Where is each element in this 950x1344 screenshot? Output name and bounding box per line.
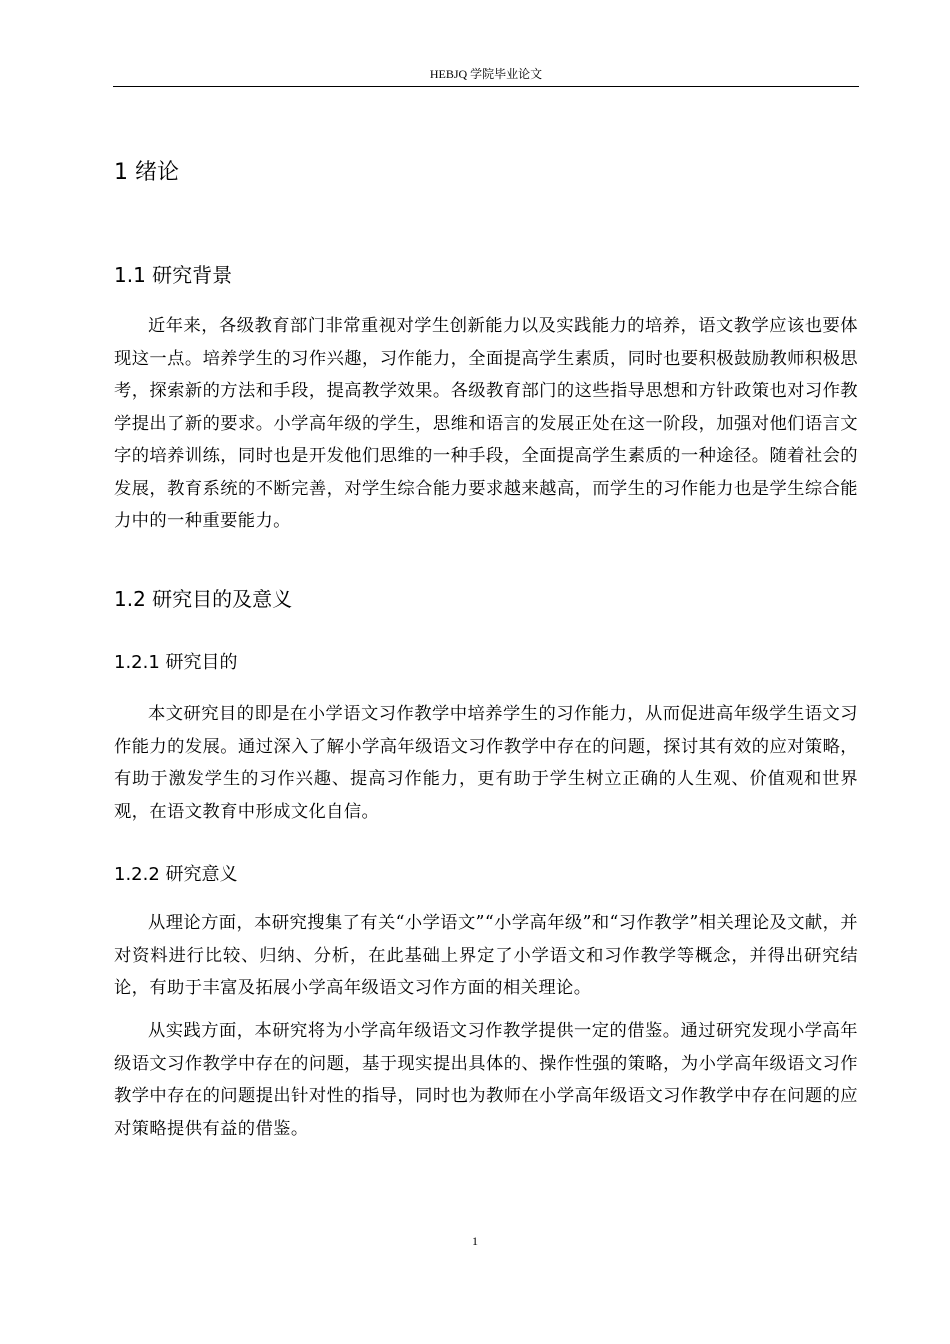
paragraph-research-background: 近年来，各级教育部门非常重视对学生创新能力以及实践能力的培养，语文教学应该也要体现这一点。培养学生的习作兴趣，习作能力，全面提高学生素质，同时也要积极鼓励教师积极思考，探索新的方法和手段，提高教学效果。各级教育部门的这些指导思想和方针政策也对习作教学提出了新的要求。小学高年级的学生，思维和语言的发展正处在这一阶段，加强对他们语言文字的培养训练，同时也是开发他们思维的一种手段，全面提高学生素质的一种途径。随着社会的发展，教育系统的不断完善，对学生综合能力要求越来越高，而学生的习作能力也是学生综合能力中的一种重要能力。	[114, 316, 858, 531]
paragraph-theoretical-significance: 从理论方面，本研究搜集了有关“小学语文”“小学高年级”和“习作教学”相关理论及文献，并对资料进行比较、归纳、分析，在此基础上界定了小学语文和习作教学等概念，并得出研究结论，有助于丰富及拓展小学高年级语文习作方面的相关理论。	[114, 913, 858, 998]
running-header: HEBJQ 学院毕业论文	[429, 67, 543, 81]
chapter-title: 1 绪论	[114, 160, 179, 185]
paragraph-research-purpose: 本文研究目的即是在小学语文习作教学中培养学生的习作能力，从而促进高年级学生语文习作能力的发展。通过深入了解小学高年级语文习作教学中存在的问题，探讨其有效的应对策略，有助于激发学生的习作兴趣、提高习作能力，更有助于学生树立正确的人生观、价值观和世界观，在语文教育中形成文化自信。	[114, 704, 858, 822]
subsection-title-research-significance: 1.2.2 研究意义	[114, 864, 238, 885]
page-number: 1	[472, 1234, 478, 1248]
subsection-title-research-purpose: 1.2.1 研究目的	[114, 652, 238, 673]
section-title-purpose-and-significance: 1.2 研究目的及意义	[114, 587, 293, 611]
section-title-research-background: 1.1 研究背景	[114, 263, 233, 287]
header-divider	[113, 86, 859, 87]
paragraph-practical-significance: 从实践方面，本研究将为小学高年级语文习作教学提供一定的借鉴。通过研究发现小学高年级语文习作教学中存在的问题，基于现实提出具体的、操作性强的策略，为小学高年级语文习作教学中存在的问题提出针对性的指导，同时也为教师在小学高年级语文习作教学中存在问题的应对策略提供有益的借鉴。	[114, 1021, 858, 1139]
